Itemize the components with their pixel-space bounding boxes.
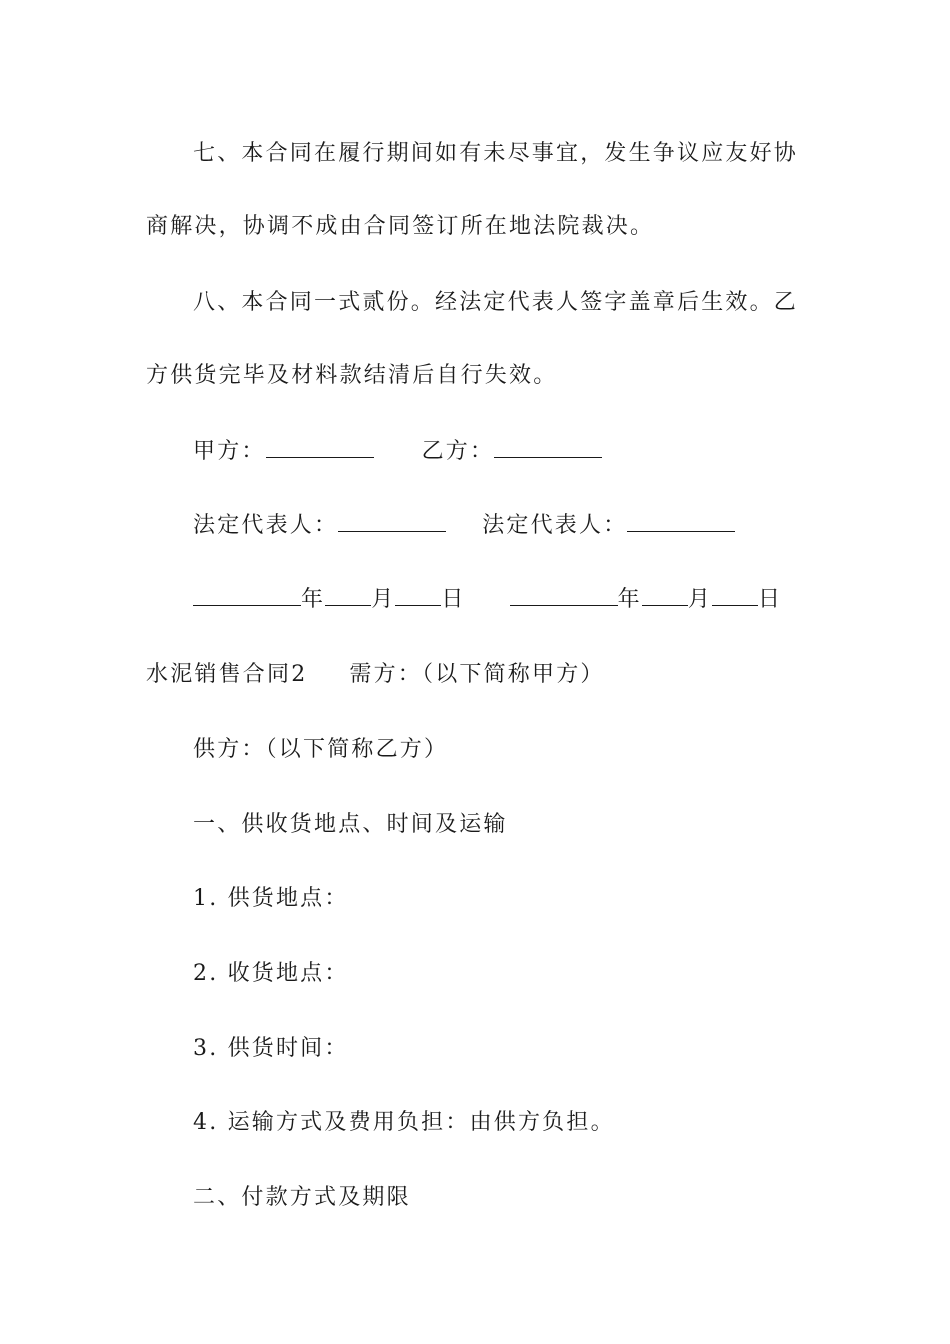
item-4: 4. 运输方式及费用负担：由供方负担。	[193, 1110, 615, 1135]
rep-b-label: 法定代表人：	[482, 513, 628, 538]
rep-a-blank	[338, 511, 446, 532]
item-3: 3. 供货时间：	[193, 1036, 349, 1061]
section-1-heading: 一、供收货地点、时间及运输	[193, 812, 508, 837]
party-signature-row	[193, 437, 873, 467]
date-b-month-blank	[642, 585, 688, 606]
date-a-month-blank	[325, 585, 371, 606]
item-1: 1. 供货地点：	[193, 886, 349, 911]
date-a-year-blank	[193, 585, 301, 606]
clause-7-line-2: 商解决，协调不成由合同签订所在地法院裁决。	[146, 214, 655, 239]
clause-8-line-1: 八、本合同一式贰份。经法定代表人签字盖章后生效。乙	[193, 290, 799, 315]
seller-line: 供方：（以下简称乙方）	[193, 737, 449, 762]
contract-2-header-row	[146, 660, 826, 690]
date-a-day-blank	[395, 585, 441, 606]
buyer-line: 需方：（以下简称甲方）	[349, 662, 605, 687]
date-a-month: 月	[371, 587, 396, 612]
party-a-blank	[266, 437, 374, 458]
date-b-month: 月	[687, 587, 713, 612]
party-b-label: 乙方：	[421, 439, 495, 464]
date-a-day: 日	[441, 587, 466, 612]
rep-a-label: 法定代表人：	[193, 513, 339, 538]
date-b-day-blank	[712, 585, 758, 606]
date-b-year: 年	[617, 587, 642, 612]
section-2-heading: 二、付款方式及期限	[193, 1185, 411, 1210]
clause-7-line-1: 七、本合同在履行期间如有未尽事宜，发生争议应友好协	[193, 141, 799, 166]
rep-b-blank	[627, 511, 735, 532]
date-row	[193, 585, 873, 615]
date-a-year: 年	[301, 587, 326, 612]
date-b-year-blank	[510, 585, 618, 606]
party-b-blank	[494, 437, 602, 458]
party-a-label: 甲方：	[193, 439, 266, 464]
representative-signature-row	[193, 511, 873, 541]
clause-8-line-2: 方供货完毕及材料款结清后自行失效。	[146, 363, 558, 388]
item-2: 2. 收货地点：	[193, 961, 349, 986]
contract-2-title: 水泥销售合同2	[146, 662, 308, 687]
date-b-day: 日	[758, 587, 783, 612]
